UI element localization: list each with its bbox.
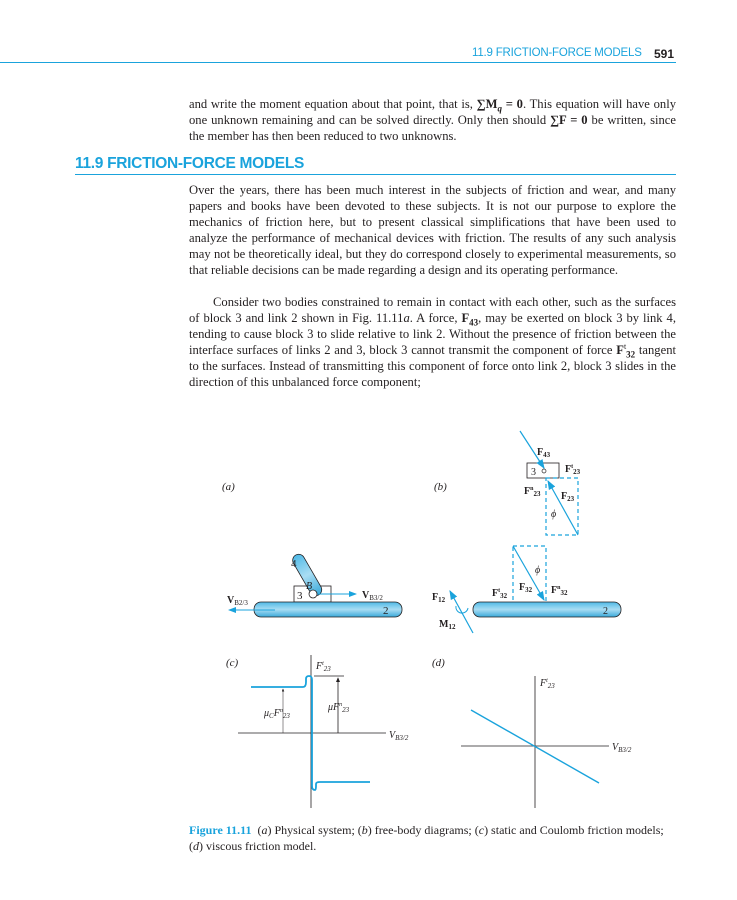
figure-caption: Figure 11.11 (a) Physical system; (b) free-body diagrams; (c) static and Coulomb friction models; (d) viscous friction model. — [189, 823, 664, 853]
svg-text:3: 3 — [297, 590, 303, 602]
svg-text:F23: $F_{23}$ — [561, 491, 575, 503]
svg-text:Ft32: $F^t_{32}$ — [492, 588, 508, 600]
page-number: 591 — [654, 47, 675, 61]
svg-text:F12: $F_{12}$ — [432, 592, 446, 604]
svg-text:Fn32: $F^n_{32}$ — [551, 585, 568, 597]
section-heading: 11.9 FRICTION-FORCE MODELS — [75, 155, 305, 172]
text: be written, since the member has then been reduced to two unknowns. — [189, 113, 676, 143]
svg-text:2: 2 — [383, 605, 389, 617]
svg-text:B: B — [306, 581, 313, 592]
link-2 — [254, 602, 402, 617]
svg-text:μCFn23: $\mu_CF^n_{23}$ — [264, 708, 290, 720]
body-paragraph: Over the years, there has been much interest in the subjects of friction and wear, and many papers and books have been devoted to these subjects. It is not our purpose to explore the mechanics of friction here, but to present classical simplifications that have been used to analyze the performance of mechanical devices with friction. The results of any such analysis may not be theoretically ideal, but they do correspond closely to experimental measurements, so that reliable decisions can be made regarding a design and its operating performance. — [189, 183, 676, 277]
panel-label: (c) — [226, 657, 239, 669]
panel-c-static-coulomb-model — [226, 655, 409, 808]
panel-label: (d) — [432, 657, 445, 669]
panel-b-free-body-diagrams — [432, 431, 621, 633]
panel-label: (b) — [434, 481, 447, 493]
svg-text:VB2/3: $V_{B2/3}$ — [227, 595, 248, 607]
svg-text:3: 3 — [531, 467, 536, 478]
text: and write the moment equation about that point, that is, — [189, 97, 477, 111]
panel-label: (a) — [222, 481, 235, 493]
svg-text:Fn23: $F^n_{23}$ — [524, 486, 541, 498]
svg-text:VB3/2: $V_{B3/2}$ — [389, 730, 409, 742]
equation: ∑F = 0 — [550, 113, 588, 127]
equation: $\sum M_q = 0$ — [476, 97, 523, 114]
svg-text:2: 2 — [603, 606, 608, 617]
svg-text:μFn23: $\mu F^n_{23}$ — [328, 702, 350, 714]
svg-text:VB3/2: $V_{B3/2}$ — [362, 590, 383, 602]
panel-a-physical-system — [222, 481, 402, 617]
svg-text:Ft23: $F^t_{23}$ — [316, 661, 331, 673]
panel-d-viscous-model — [432, 657, 632, 808]
svg-text:ϕ: ϕ — [535, 565, 541, 576]
svg-text:VB3/2: $V_{B3/2}$ — [612, 742, 632, 754]
svg-text:4: 4 — [291, 558, 297, 570]
svg-text:F32: $F_{32}$ — [519, 582, 533, 594]
svg-text:Ft23: $F^t_{23}$ — [540, 678, 555, 690]
svg-text:ϕ: ϕ — [551, 509, 557, 520]
svg-text:F43: $F_{43}$ — [537, 447, 551, 459]
text: . This equation will have only one unknown remaining and can be solved directly. Only then should — [189, 97, 676, 127]
svg-text:M12: $M_{12}$ — [439, 619, 456, 631]
body-paragraph: Consider two bodies constrained to remain in contact with each other, such as the surfaces of block 3 and link 2 shown in Fig. 11.11a. A force, $F_{43}$, may be exerted on block 3 by link 4, tending to cause block 3 to slide relative to link 2. Without the presence of friction between the interface surfaces of links 2 and 3, block 3 cannot transmit the component of force $F^t_{32}$ tangent to the surfaces. Instead of transmitting this component of force onto link 2, block 3 slides in the direction of this unbalanced force component; — [189, 295, 676, 389]
svg-text:Ft23: $F^t_{23}$ — [565, 464, 581, 476]
running-header-title: 11.9 FRICTION-FORCE MODELS — [472, 47, 642, 59]
